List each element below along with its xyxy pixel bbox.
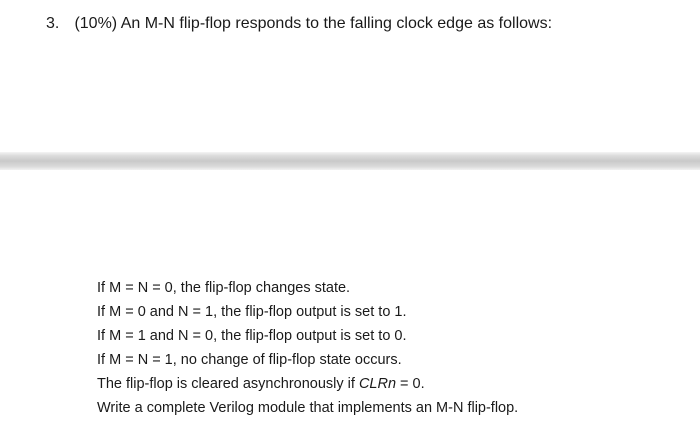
instruction: Write a complete Verilog module that implements an M-N flip-flop. bbox=[97, 400, 519, 416]
page-divider bbox=[0, 152, 700, 170]
clear-prefix: The flip-flop is cleared asynchronously if bbox=[97, 376, 359, 392]
condition-item: If M = 0 and N = 1, the flip-flop output is set to 1. bbox=[97, 304, 407, 320]
condition-item: If M = N = 1, no change of flip-flop state occurs. bbox=[97, 352, 402, 368]
clrn-signal: CLRn bbox=[358, 376, 397, 392]
condition-item: If M = N = 0, the flip-flop changes state. bbox=[97, 280, 351, 296]
question-text: (10%) An M-N flip-flop responds to the falling clock edge as follows: bbox=[74, 15, 553, 32]
clear-suffix: = 0. bbox=[396, 376, 425, 392]
condition-list bbox=[97, 276, 518, 420]
clear-condition bbox=[97, 372, 518, 396]
question-header bbox=[46, 13, 552, 35]
question-number: 3. bbox=[46, 15, 60, 32]
condition-item: If M = 1 and N = 0, the flip-flop output is set to 0. bbox=[97, 328, 407, 344]
